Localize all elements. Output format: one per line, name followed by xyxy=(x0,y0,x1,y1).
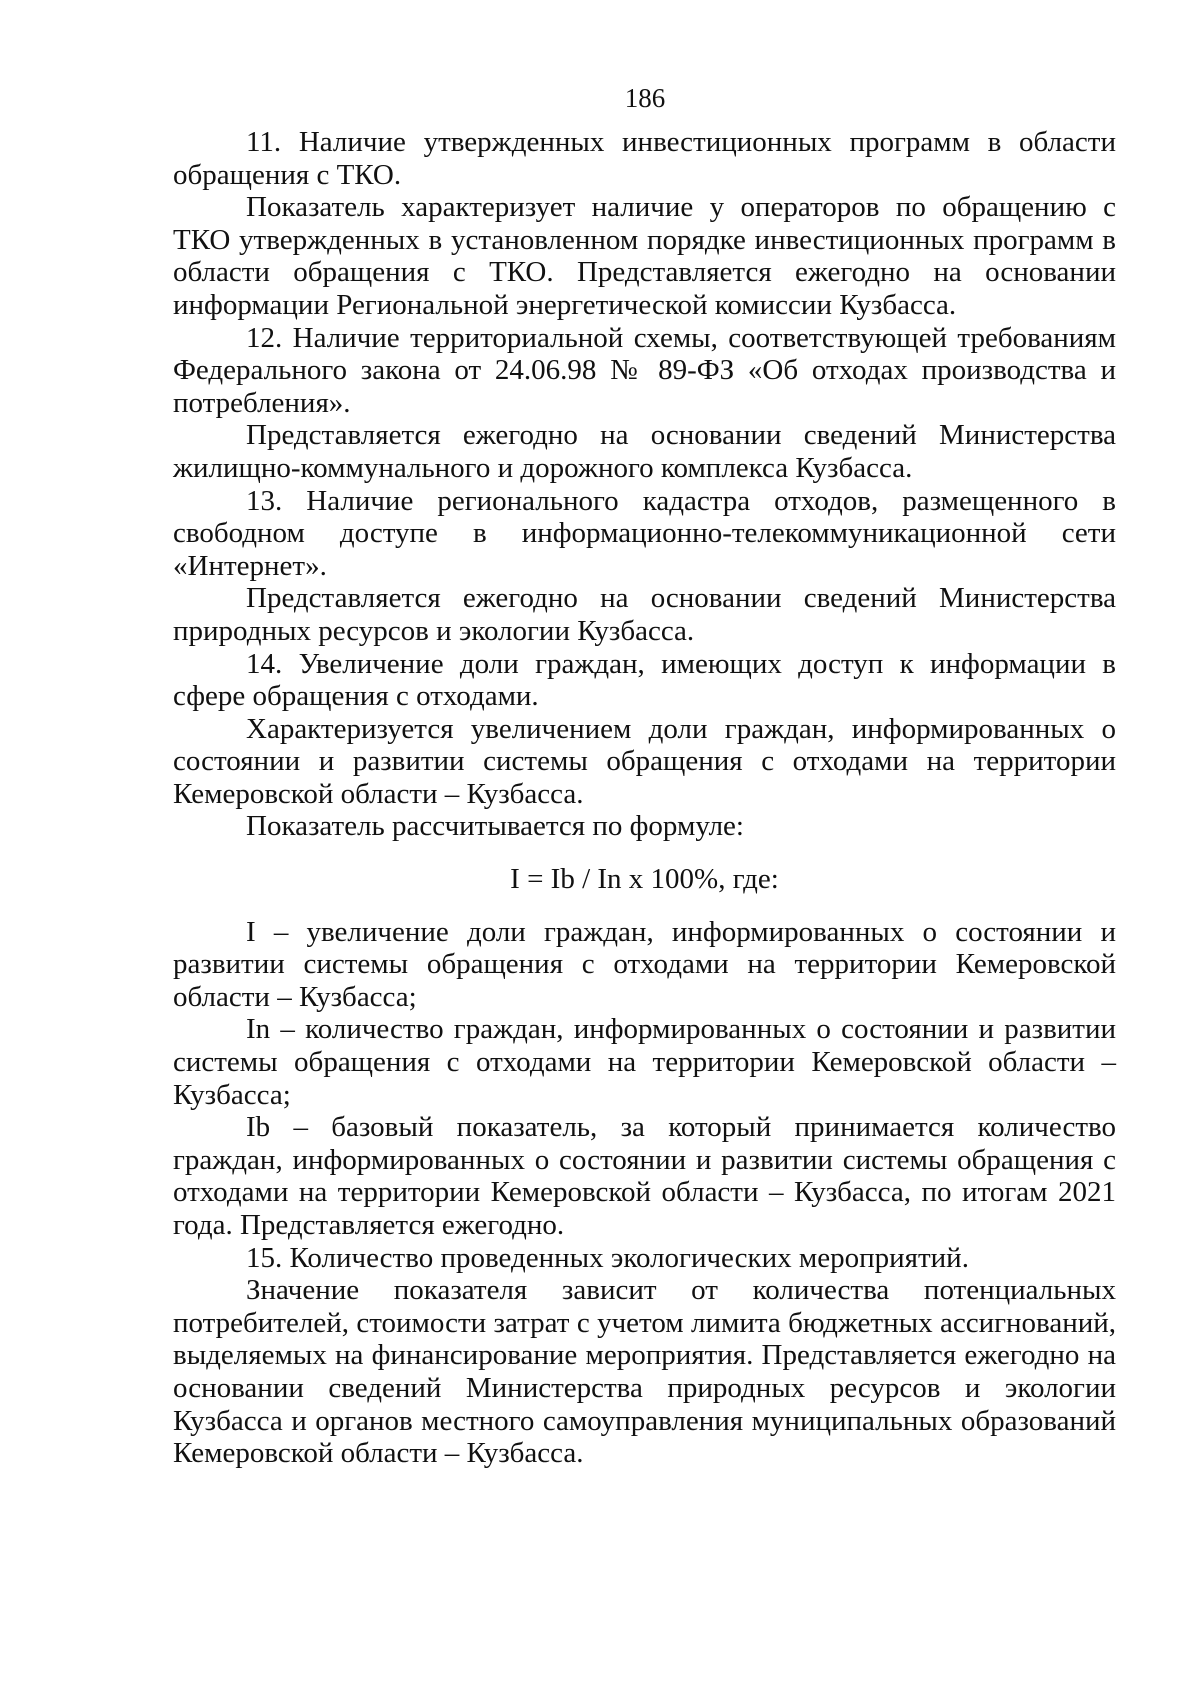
paragraph-item-14-description: Характеризуется увеличением доли граждан, информированных о состоянии и развитии системы обращения с отходами на территории Кемеровской области – Кузбасса. xyxy=(173,712,1116,810)
paragraph-item-13-title: 13. Наличие регионального кадастра отходов, размещенного в свободном доступе в информационно-телекоммуникационной сети «Интернет». xyxy=(173,484,1116,582)
paragraph-item-11-title: 11. Наличие утвержденных инвестиционных программ в области обращения с ТКО. xyxy=(173,126,1116,191)
paragraph-item-15-title: 15. Количество проведенных экологических мероприятий. xyxy=(246,1241,969,1274)
paragraph-definition-ib: Ib – базовый показатель, за который принимается количество граждан, информированных о состоянии и развитии системы обращения с отходами на территории Кемеровской области – Кузбасса, по итогам 2021 года. Представляется ежегодно. xyxy=(173,1111,1116,1241)
paragraph-item-11-description: Показатель характеризует наличие у операторов по обращению с ТКО утвержденных в установленном порядке инвестиционных программ в области обращения с ТКО. Представляется ежегодно на основании информации Региональной энергетической комиссии Кузбасса. xyxy=(173,191,1116,321)
paragraph-item-15-description: Значение показателя зависит от количества потенциальных потребителей, стоимости затрат с учетом лимита бюджетных ассигнований, выделяемых на финансирование мероприятия. Представляется ежегодно на основании сведений Министерства природных ресурсов и экологии Кузбасса и органов местного самоуправления муниципальных образований Кемеровской области – Кузбасса. xyxy=(173,1274,1116,1470)
page-number: 186 xyxy=(624,83,666,113)
paragraph-definition-in: In – количество граждан, информированных о состоянии и развитии системы обращения с отходами на территории Кемеровской области – Кузбасса; xyxy=(173,1013,1116,1111)
paragraph-item-12-description: Представляется ежегодно на основании сведений Министерства жилищно-коммунального и дорожного комплекса Кузбасса. xyxy=(173,419,1116,484)
paragraph-item-14-title: 14. Увеличение доли граждан, имеющих доступ к информации в сфере обращения с отходами. xyxy=(173,647,1116,713)
paragraph-formula-intro: Показатель рассчитывается по формуле: xyxy=(246,810,744,843)
formula: I = Ib / In x 100%, где: xyxy=(510,863,779,896)
document-body xyxy=(173,126,1116,1470)
paragraph-item-12-title: 12. Наличие территориальной схемы, соответствующей требованиям Федерального закона от 24.06.98 № 89-ФЗ «Об отходах производства и потребления». xyxy=(173,321,1116,419)
paragraph-definition-i: I – увеличение доли граждан, информированных о состоянии и развитии системы обращения с отходами на территории Кемеровской области – Кузбасса; xyxy=(173,915,1116,1013)
paragraph-item-13-description: Представляется ежегодно на основании сведений Министерства природных ресурсов и экологии Кузбасса. xyxy=(173,582,1116,647)
